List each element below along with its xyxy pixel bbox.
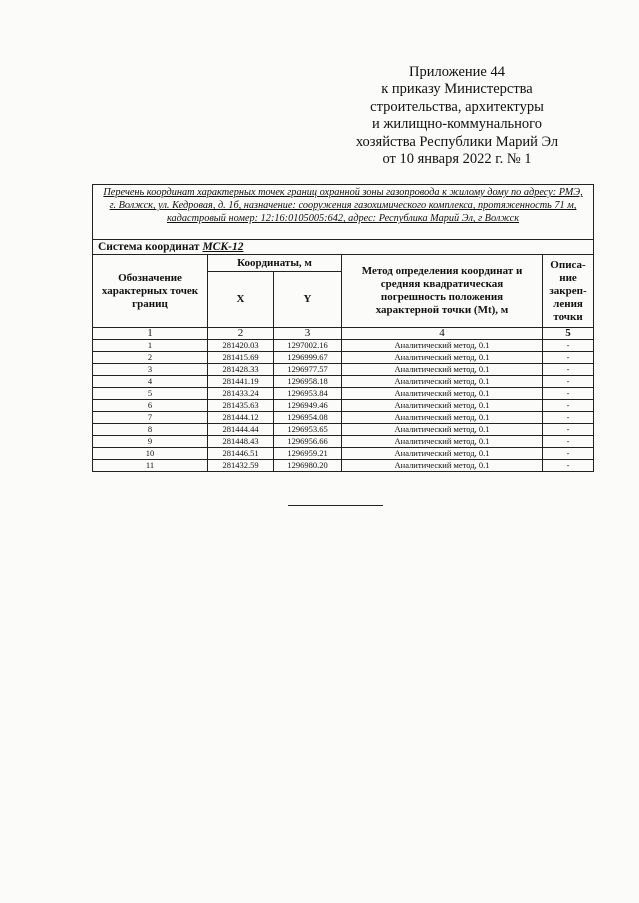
table-row [93, 400, 594, 412]
y-value: 1296953.65 [274, 424, 342, 436]
x-value: 281428.33 [208, 364, 274, 376]
header-designation: Обозначение характерных точек границ [93, 255, 208, 328]
x-value: 281432.59 [208, 460, 274, 472]
y-value: 1296958.18 [274, 376, 342, 388]
description-value: - [543, 400, 594, 412]
y-value: 1296959.21 [274, 448, 342, 460]
table-row [93, 376, 594, 388]
point-number: 11 [93, 460, 208, 472]
description-value: - [543, 460, 594, 472]
coordinate-system-label: Система координат [98, 240, 203, 253]
column-number: 3 [274, 328, 342, 340]
x-value: 281446.51 [208, 448, 274, 460]
x-value: 281444.12 [208, 412, 274, 424]
x-value: 281435.63 [208, 400, 274, 412]
heading-line: от 10 января 2022 г. № 1 [382, 151, 532, 168]
x-value: 281441.19 [208, 376, 274, 388]
y-value: 1296980.20 [274, 460, 342, 472]
column-number: 2 [208, 328, 274, 340]
y-value: 1297002.16 [274, 340, 342, 352]
table-row [93, 352, 594, 364]
coordinates-table [92, 184, 594, 472]
method-value: Аналитический метод, 0.1 [342, 400, 543, 412]
header-description: Описа-ние закреп-ления точки [543, 255, 594, 328]
x-value: 281448.43 [208, 436, 274, 448]
point-number: 3 [93, 364, 208, 376]
x-value: 281415.69 [208, 352, 274, 364]
point-number: 9 [93, 436, 208, 448]
description-value: - [543, 436, 594, 448]
document-heading [332, 64, 582, 168]
x-value: 281444.44 [208, 424, 274, 436]
header-y: Y [274, 272, 342, 328]
point-number: 8 [93, 424, 208, 436]
heading-line: строительства, архитектуры [370, 98, 544, 115]
method-value: Аналитический метод, 0.1 [342, 436, 543, 448]
header-method: Метод определения координат и средняя квадратическая погрешность положения характерной точки (Mt), м [342, 255, 543, 328]
method-value: Аналитический метод, 0.1 [342, 352, 543, 364]
method-value: Аналитический метод, 0.1 [342, 388, 543, 400]
description-value: - [543, 412, 594, 424]
table-row [93, 460, 594, 472]
description-value: - [543, 340, 594, 352]
x-value: 281433.24 [208, 388, 274, 400]
y-value: 1296999.67 [274, 352, 342, 364]
coordinate-system [93, 240, 594, 255]
method-value: Аналитический метод, 0.1 [342, 340, 543, 352]
heading-line: к приказу Министерства [381, 81, 533, 98]
y-value: 1296953.84 [274, 388, 342, 400]
y-value: 1296954.08 [274, 412, 342, 424]
table-row [93, 388, 594, 400]
point-number: 1 [93, 340, 208, 352]
heading-line: Приложение 44 [409, 64, 505, 80]
header-coordinates: Координаты, м [208, 255, 342, 272]
heading-line: хозяйства Республики Марий Эл [355, 133, 559, 150]
method-value: Аналитический метод, 0.1 [342, 460, 543, 472]
signature-divider [288, 505, 383, 506]
y-value: 1296977.57 [274, 364, 342, 376]
header-x: X [208, 272, 274, 328]
column-number: 5 [543, 328, 594, 340]
method-value: Аналитический метод, 0.1 [342, 364, 543, 376]
method-value: Аналитический метод, 0.1 [342, 448, 543, 460]
y-value: 1296956.66 [274, 436, 342, 448]
table-row [93, 340, 594, 352]
method-value: Аналитический метод, 0.1 [342, 376, 543, 388]
coordinate-system-value: МСК-12 [202, 240, 244, 253]
point-number: 10 [93, 448, 208, 460]
method-value: Аналитический метод, 0.1 [342, 424, 543, 436]
table-row [93, 364, 594, 376]
x-value: 281420.03 [208, 340, 274, 352]
heading-line: и жилищно-коммунального [371, 116, 543, 133]
point-number: 6 [93, 400, 208, 412]
description-value: - [543, 448, 594, 460]
description-value: - [543, 424, 594, 436]
column-number: 1 [93, 328, 208, 340]
y-value: 1296949.46 [274, 400, 342, 412]
description-value: - [543, 388, 594, 400]
point-number: 2 [93, 352, 208, 364]
column-number: 4 [342, 328, 543, 340]
table-row [93, 412, 594, 424]
table-row [93, 448, 594, 460]
description-value: - [543, 364, 594, 376]
point-number: 4 [93, 376, 208, 388]
table-title: Перечень координат характерных точек границ охранной зоны газопровода к жилому дому по адресу: РМЭ, г. Волжск, ул. Кедровая, д. 1б, назначение: сооружения газохимического комплекса, протяженность 71 м, кадастровый номер: 12:16:0105005:642, адрес: Республика Марий Эл, г Волжск [93, 185, 594, 240]
description-value: - [543, 352, 594, 364]
description-value: - [543, 376, 594, 388]
method-value: Аналитический метод, 0.1 [342, 412, 543, 424]
table-row [93, 424, 594, 436]
table-row [93, 436, 594, 448]
point-number: 5 [93, 388, 208, 400]
point-number: 7 [93, 412, 208, 424]
